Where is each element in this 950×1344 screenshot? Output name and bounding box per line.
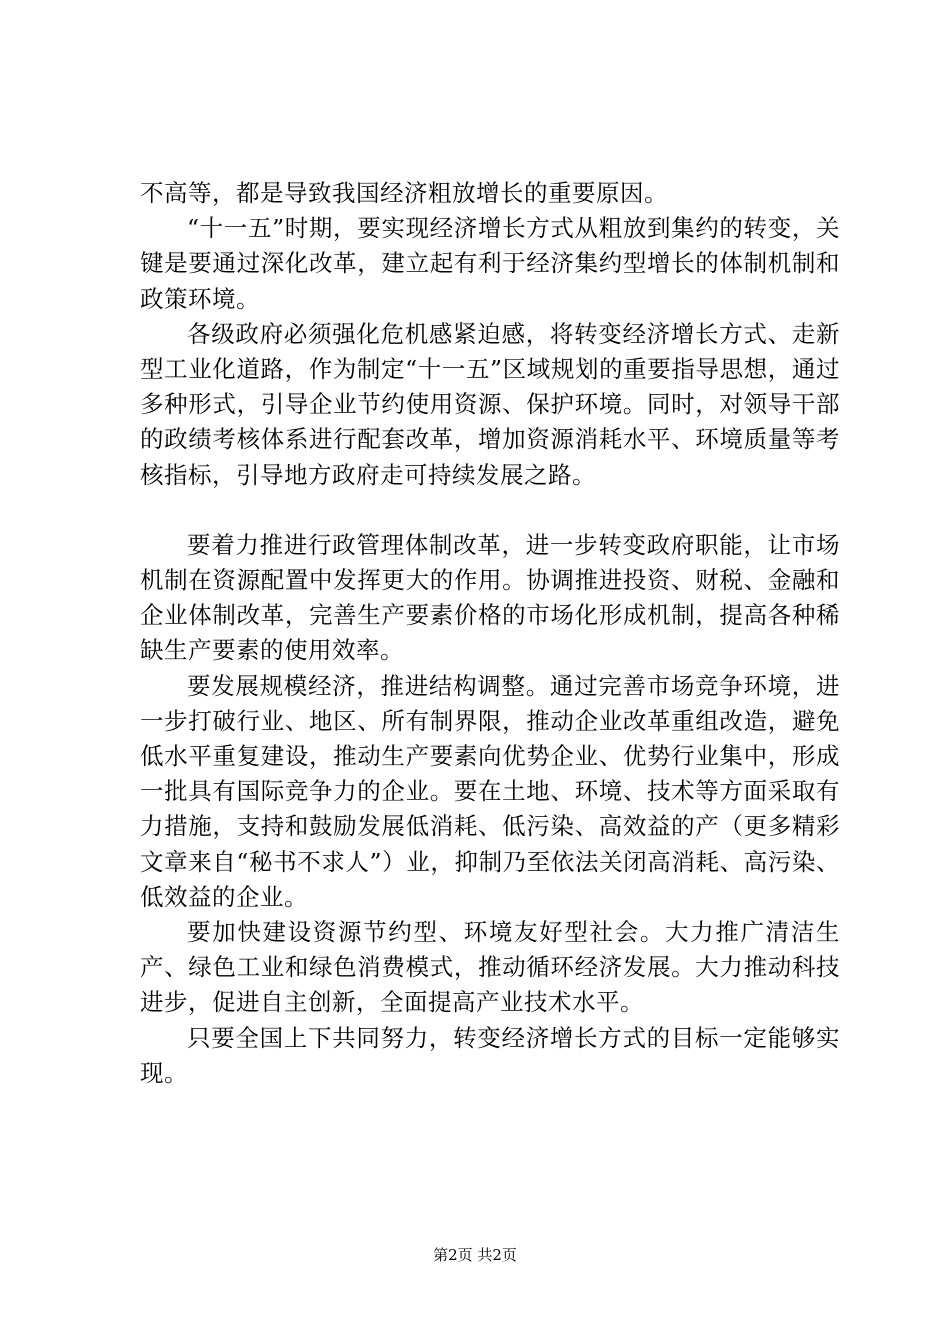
page-number-footer: 第2页 共2页 [433, 1246, 517, 1264]
paragraph-5: 要发展规模经济，推进结构调整。通过完善市场竞争环境，进一步打破行业、地区、所有制界限，推动企业改革重组改造，避免低水平重复建设，推动生产要素向优势企业、优势行业集中，形成一批具有国际竞争力的企业。要在土地、环境、技术等方面采取有力措施，支持和鼓励发展低消耗、低污染、高效益的产（更多精彩文章来自“秘书不求人”）业，抑制乃至依法关闭高消耗、高污染、低效益的企业。 [140, 671, 840, 911]
paragraph-1: 不高等，都是导致我国经济粗放增长的重要原因。 [140, 179, 668, 207]
paragraph-gap [140, 493, 840, 528]
document-body [140, 176, 840, 1091]
paragraph-2: “十一五”时期，要实现经济增长方式从粗放到集约的转变，关键是要通过深化改革，建立起有利于经济集约型增长的体制机制和政策环境。 [140, 214, 840, 313]
paragraph-6: 要加快建设资源节约型、环境友好型社会。大力推广清洁生产、绿色工业和绿色消费模式，推动循环经济发展。大力推动科技进步，促进自主创新，全面提高产业技术水平。 [140, 918, 840, 1017]
paragraph-7: 只要全国上下共同努力，转变经济增长方式的目标一定能够实现。 [140, 1023, 840, 1087]
paragraph-4: 要着力推进行政管理体制改革，进一步转变政府职能，让市场机制在资源配置中发挥更大的作用。协调推进投资、财税、金融和企业体制改革，完善生产要素价格的市场化形成机制，提高各种稀缺生产要素的使用效率。 [140, 530, 840, 665]
paragraph-3: 各级政府必须强化危机感紧迫感，将转变经济增长方式、走新型工业化道路，作为制定“十一五”区域规划的重要指导思想，通过多种形式，引导企业节约使用资源、保护环境。同时，对领导干部的政绩考核体系进行配套改革，增加资源消耗水平、环境质量等考核指标，引导地方政府走可持续发展之路。 [140, 319, 840, 489]
